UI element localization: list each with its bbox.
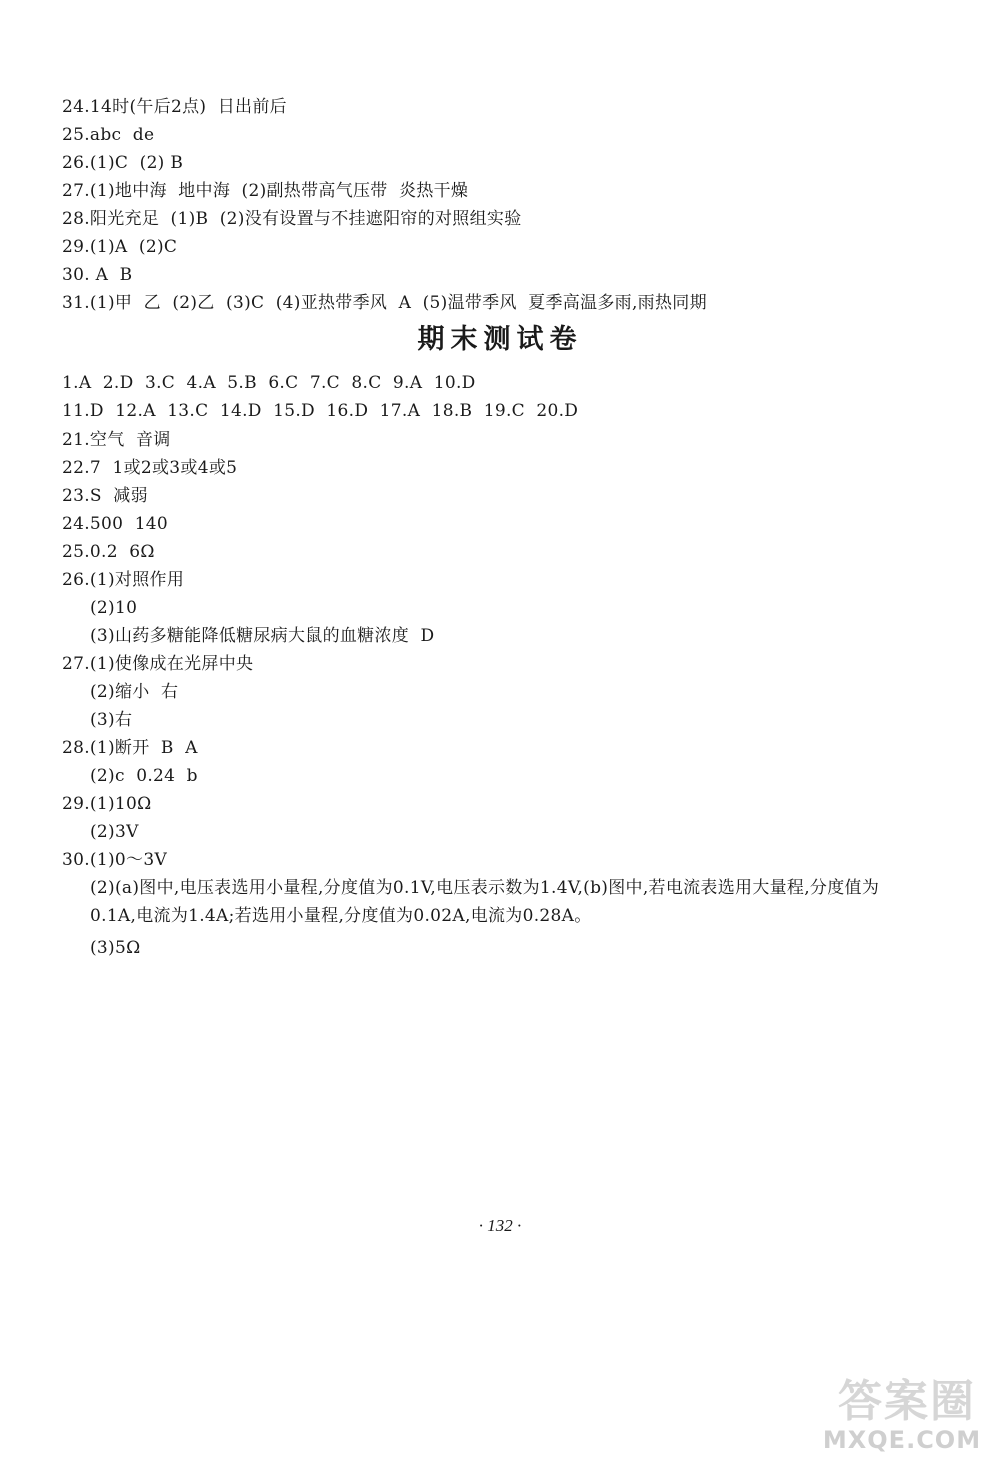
- answer-line-29: 29.(1)A (2)C: [62, 237, 178, 257]
- watermark-logo: [812, 1378, 992, 1454]
- answer-line-26b-2: (2)10: [90, 598, 138, 618]
- answer-line-27b-3: (3)右: [90, 710, 133, 730]
- answer-line-29b-1: 29.(1)10Ω: [62, 794, 152, 814]
- answer-line-30b-2: (2)(a)图中,电压表选用小量程,分度值为0.1V,电压表示数为1.4V,(b)图中,若电流表选用大量程,分度值为0.1A,电流为1.4A;若选用小量程,分度值为0.02A,电流为0.28A。: [90, 878, 880, 926]
- answer-line-27: 27.(1)地中海 地中海 (2)副热带高气压带 炎热干燥: [62, 181, 469, 201]
- answer-line-25: 25.abc de: [62, 125, 155, 145]
- answer-line-28b-1: 28.(1)断开 B A: [62, 738, 198, 758]
- answer-line-26b-1: 26.(1)对照作用: [62, 570, 185, 590]
- answer-line-27b-2: (2)缩小 右: [90, 682, 179, 702]
- page-number: · 132 ·: [478, 1216, 522, 1235]
- answer-line-1-10: 1.A 2.D 3.C 4.A 5.B 6.C 7.C 8.C 9.A 10.D: [62, 373, 476, 393]
- answer-line-25b: 25.0.2 6Ω: [62, 542, 155, 562]
- answer-line-30: 30. A B: [62, 265, 133, 285]
- answer-line-26: 26.(1)C (2) B: [62, 153, 184, 173]
- answer-line-24: 24.14时(午后2点) 日出前后: [62, 97, 287, 117]
- answer-line-30b-3: (3)5Ω: [90, 938, 141, 958]
- answer-line-24b: 24.500 140: [62, 514, 169, 534]
- watermark-top-text: 答案圈: [838, 1376, 976, 1427]
- answer-line-28b-2: (2)c 0.24 b: [90, 766, 198, 786]
- answer-line-30b-1: 30.(1)0～3V: [62, 850, 168, 870]
- answer-line-22: 22.7 1或2或3或4或5: [62, 458, 238, 478]
- watermark-bottom-text: MXQE.COM: [822, 1426, 982, 1454]
- answer-line-11-20: 11.D 12.A 13.C 14.D 15.D 16.D 17.A 18.B 19.C 20.D: [62, 401, 579, 421]
- answer-line-27b-1: 27.(1)使像成在光屏中央: [62, 654, 254, 674]
- answer-line-29b-2: (2)3V: [90, 822, 139, 842]
- answer-line-21: 21.空气 音调: [62, 430, 171, 450]
- answer-line-23: 23.S 减弱: [62, 486, 148, 506]
- answer-line-26b-3: (3)山药多糖能降低糖尿病大鼠的血糖浓度 D: [90, 626, 435, 646]
- answer-line-28: 28.阳光充足 (1)B (2)没有设置与不挂遮阳帘的对照组实验: [62, 209, 522, 229]
- answer-line-31: 31.(1)甲 乙 (2)乙 (3)C (4)亚热带季风 A (5)温带季风 夏季高温多雨,雨热同期: [62, 293, 707, 313]
- section-title: 期末测试卷: [417, 324, 583, 355]
